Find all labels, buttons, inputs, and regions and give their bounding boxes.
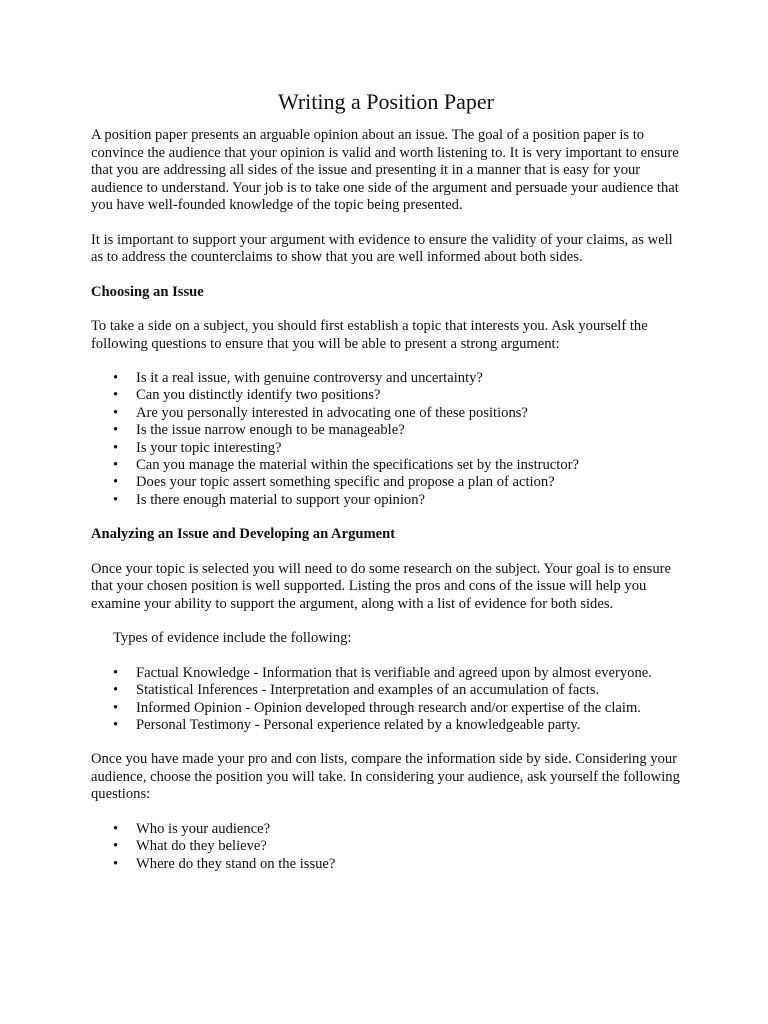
list-item: • Does your topic assert something specific and propose a plan of action? bbox=[113, 474, 555, 491]
analyzing-issue-paragraph: Once your topic is selected you will need to do some research on the subject. Your goal is to ensure that your chosen position is well supported. Listing the pros and cons of the issue will help you examine your ability to support the argument, along with a list of evidence for both sides. bbox=[91, 560, 671, 612]
bullet-icon: • bbox=[113, 855, 119, 872]
bullet-icon: • bbox=[113, 491, 119, 508]
list-item: • Is there enough material to support your opinion? bbox=[113, 491, 425, 508]
list-item: • Can you manage the material within the specifications set by the instructor? bbox=[113, 457, 579, 474]
list-item: • Informed Opinion - Opinion developed through research and/or expertise of the claim. bbox=[113, 699, 641, 716]
bullet-icon: • bbox=[113, 387, 119, 404]
bullet-icon: • bbox=[113, 404, 119, 421]
compare-paragraph: Once you have made your pro and con lists, compare the information side by side. Considering your audience, choose the position you will take. In considering your audience, ask yourself the following questions: bbox=[91, 751, 680, 803]
bullet-icon: • bbox=[113, 838, 119, 855]
audience-questions-list bbox=[91, 821, 681, 873]
bullet-icon: • bbox=[113, 439, 119, 456]
list-item: • Statistical Inferences - Interpretation and examples of an accumulation of facts. bbox=[113, 682, 600, 699]
list-item: • Personal Testimony - Personal experience related by a knowledgeable party. bbox=[113, 716, 581, 733]
list-item: • Where do they stand on the issue? bbox=[113, 855, 336, 872]
evidence-intro: Types of evidence include the following: bbox=[113, 630, 352, 647]
bullet-icon: • bbox=[113, 474, 119, 491]
intro-paragraph-1: A position paper presents an arguable opinion about an issue. The goal of a position paper is to convince the audience that your opinion is valid and worth listening to. It is very important to ensure that you are addressing all sides of the issue and presenting it in a manner that is easy for your audience to understand. Your job is to take one side of the argument and persuade your audience that you have well-founded knowledge of the topic being presented. bbox=[91, 127, 679, 213]
bullet-icon: • bbox=[113, 716, 119, 733]
bullet-icon: • bbox=[113, 370, 119, 386]
choosing-issue-paragraph: To take a side on a subject, you should first establish a topic that interests you. Ask yourself the following questions to ensure that you will be able to present a strong argument: bbox=[91, 318, 648, 352]
intro-paragraph-2: It is important to support your argument with evidence to ensure the validity of your claims, as well as to address the counterclaims to show that you are well informed about both sides. bbox=[91, 231, 673, 265]
list-item: • Can you distinctly identify two positions? bbox=[113, 387, 381, 404]
page-title: Writing a Position Paper bbox=[277, 89, 495, 114]
bullet-icon: • bbox=[113, 664, 119, 681]
list-item: • What do they believe? bbox=[113, 838, 267, 855]
evidence-types-list bbox=[91, 665, 681, 735]
list-item: • Is it a real issue, with genuine controversy and uncertainty? bbox=[113, 370, 483, 386]
list-item: • Are you personally interested in advocating one of these positions? bbox=[113, 404, 528, 421]
bullet-icon: • bbox=[113, 457, 119, 474]
bullet-icon: • bbox=[113, 682, 119, 699]
document-page bbox=[91, 88, 681, 890]
bullet-icon: • bbox=[113, 422, 119, 439]
bullet-icon: • bbox=[113, 820, 119, 837]
section-heading-choosing-issue: Choosing an Issue bbox=[91, 283, 204, 300]
list-item: • Is your topic interesting? bbox=[113, 439, 282, 456]
list-item: • Who is your audience? bbox=[113, 820, 271, 837]
bullet-icon: • bbox=[113, 699, 119, 716]
list-item: • Factual Knowledge - Information that is verifiable and agreed upon by almost everyone. bbox=[113, 664, 652, 681]
list-item: • Is the issue narrow enough to be manageable? bbox=[113, 422, 405, 439]
issue-questions-list bbox=[91, 370, 681, 509]
section-heading-analyzing-issue: Analyzing an Issue and Developing an Argument bbox=[91, 526, 396, 543]
